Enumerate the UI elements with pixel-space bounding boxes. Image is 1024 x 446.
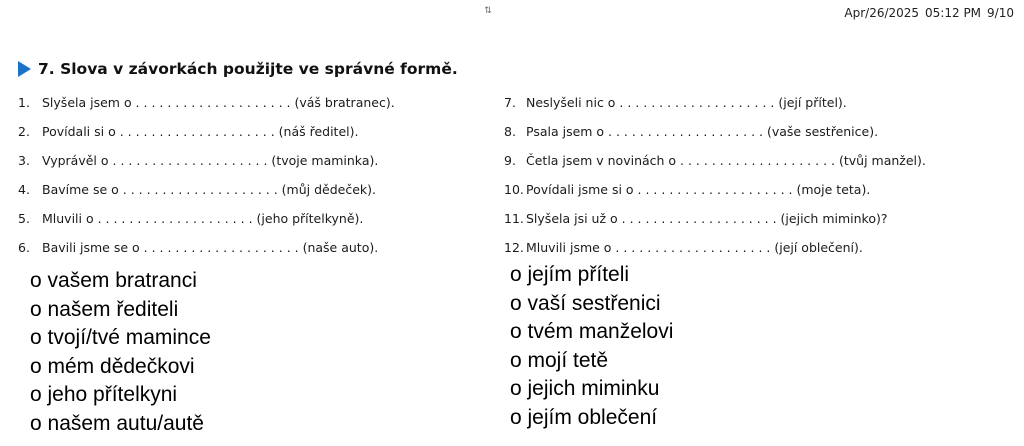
answer-list-left <box>30 267 211 438</box>
item-number: 10. <box>504 182 524 197</box>
exercise-list-right <box>504 88 926 262</box>
answer-item: o jeho přítelkyni <box>30 383 178 406</box>
answer-item: o tvém manželovi <box>510 320 674 343</box>
exercise-item <box>504 233 926 262</box>
answer-item: o mojí tetě <box>510 348 609 372</box>
item-number: 7. <box>504 95 516 110</box>
item-text: Neslyšeli nic o . . . . . . . . . . . . . . . . . . . . (její přítel). <box>526 95 847 110</box>
page-indicator: 9/10 <box>987 6 1014 20</box>
item-number: 4. <box>18 182 30 197</box>
item-text: Mluvili jsme o . . . . . . . . . . . . . . . . . . . . (její oblečení). <box>526 240 863 255</box>
exercise-item <box>504 146 926 175</box>
item-text: Četla jsem v novinách o . . . . . . . . . . . . . . . . . . . . (tvůj manžel). <box>526 153 926 168</box>
item-text: Povídali jsme si o . . . . . . . . . . . . . . . . . . . . (moje teta). <box>526 182 871 197</box>
answer-item: o jejím příteli <box>510 263 630 286</box>
exercise-item <box>18 175 395 204</box>
item-text: Slyšela jsem o . . . . . . . . . . . . . . . . . . . . (váš bratranec). <box>42 95 395 110</box>
item-text: Slyšela jsi už o . . . . . . . . . . . . . . . . . . . . (jejich miminko)? <box>526 211 888 226</box>
answer-item: o jejich miminku <box>510 377 660 400</box>
item-number: 2. <box>18 124 30 139</box>
item-text: Vyprávěl o . . . . . . . . . . . . . . . . . . . . (tvoje maminka). <box>42 153 379 168</box>
sort-arrows-icon[interactable]: ⇅ <box>484 5 492 15</box>
item-number: 3. <box>18 153 30 168</box>
exercise-item <box>504 204 926 233</box>
item-number: 8. <box>504 124 516 139</box>
exercise-title: 7. Slova v závorkách použijte ve správné formě. <box>38 60 458 78</box>
answer-item: o našem autu/autě <box>30 411 204 435</box>
item-text: Mluvili o . . . . . . . . . . . . . . . . . . . . (jeho přítelkyně). <box>42 211 364 226</box>
play-triangle-icon <box>18 61 31 77</box>
item-text: Psala jsem o . . . . . . . . . . . . . . . . . . . . (vaše sestřenice). <box>526 124 879 139</box>
answer-item: o našem řediteli <box>30 297 179 321</box>
exercise-item <box>504 88 926 117</box>
item-number: 12. <box>504 240 524 255</box>
exercise-item <box>18 146 395 175</box>
answer-item: o vašem bratranci <box>30 269 197 292</box>
answer-list-right <box>510 261 673 432</box>
item-number: 9. <box>504 153 516 168</box>
exercise-list-left <box>18 88 395 262</box>
exercise-item <box>18 204 395 233</box>
answer-item: o tvojí/tvé mamince <box>30 326 211 349</box>
exercise-item <box>18 233 395 262</box>
item-number: 5. <box>18 211 30 226</box>
status-time: 05:12 PM <box>925 6 982 20</box>
item-number: 6. <box>18 240 30 255</box>
item-text: Bavili jsme se o . . . . . . . . . . . . . . . . . . . . (naše auto). <box>42 240 379 255</box>
exercise-item <box>18 117 395 146</box>
item-number: 11. <box>504 211 524 226</box>
answer-item: o jejím oblečení <box>510 405 658 429</box>
exercise-item <box>504 117 926 146</box>
item-number: 1. <box>18 95 30 110</box>
exercise-item <box>504 175 926 204</box>
item-text: Povídali si o . . . . . . . . . . . . . . . . . . . . (náš ředitel). <box>42 124 359 139</box>
exercise-heading <box>18 60 458 78</box>
exercise-item <box>18 88 395 117</box>
item-text: Bavíme se o . . . . . . . . . . . . . . . . . . . . (můj dědeček). <box>42 182 377 197</box>
answer-item: o vaší sestřenici <box>510 291 661 315</box>
answer-item: o mém dědečkovi <box>30 354 195 378</box>
status-date: Apr/26/2025 <box>844 6 920 20</box>
status-bar <box>844 6 1014 20</box>
